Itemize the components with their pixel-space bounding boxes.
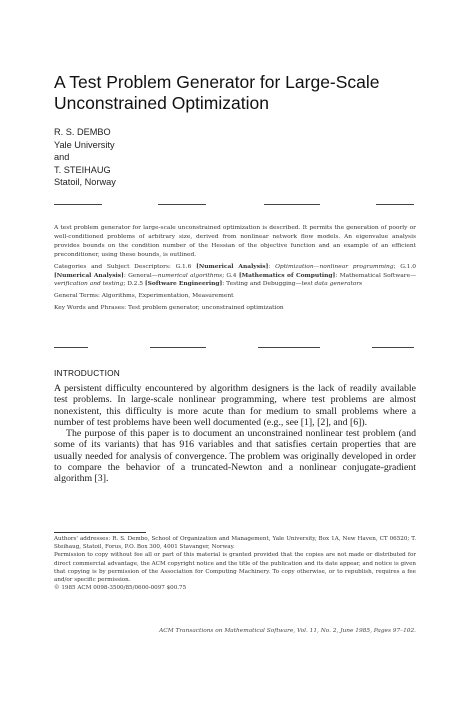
categories-fragment: ; D.2.5 xyxy=(123,281,145,288)
paper-title: A Test Problem Generator for Large-Scale Unconstrained Optimization xyxy=(54,72,380,113)
body-paragraph: The purpose of this paper is to document an unconstrained nonlinear test problem (and some of its variants) that has 916 variables and that satisfies certain properties that are usually needed for analysis of convergence. The problem was originally developed in order to compare the behavior of a truncated-Newton and a nonlinear conjugate-gradient algorithm [3]. xyxy=(54,428,416,485)
abstract-top-rule xyxy=(54,204,414,206)
categories-fragment: : Testing and Debugging— xyxy=(222,281,302,288)
categories-fragment: [Software Engineering] xyxy=(144,280,223,288)
permission-notice: Permission to copy without fee all or part of this material is granted provided that the copies are not made or distributed for direct commercial advantage, the ACM copyright notice and the title of the publication and its date appear, and notice is given that copying is by permission of the Association for Computing Machinery. To copy otherwise, or to republish, requires a fee and/or specific permission. xyxy=(54,552,416,584)
author-name: R. S. DEMBO xyxy=(54,127,111,137)
categories-descriptors xyxy=(54,263,416,290)
footnote-block xyxy=(54,535,416,592)
categories-fragment: Optimization—nonlinear programming xyxy=(275,263,394,270)
categories-fragment: [Mathematics of Computing] xyxy=(238,271,336,279)
categories-label: Categories and Subject Descriptors: xyxy=(54,263,171,270)
categories-fragment: verification and testing xyxy=(54,281,124,288)
abstract-bottom-rule xyxy=(54,347,414,349)
categories-fragment: test data generators xyxy=(301,281,363,288)
body-text xyxy=(54,383,416,485)
categories-fragment: numerical algorithms xyxy=(157,272,223,279)
categories-fragment: G.1.6 xyxy=(175,263,197,270)
author-affiliation: Yale University xyxy=(54,139,115,150)
abstract-block xyxy=(54,224,416,316)
categories-fragment: [Numerical Analysis] xyxy=(196,262,269,270)
author-conjunction: and xyxy=(54,152,70,163)
body-paragraph: A persistent difficulty encountered by algorithm designers is the lack of readily available test problems. In large-scale nonlinear programming, where test problems are almost nonexistent, this difficulty is more acute than for medium to small problems where a number of test problems have been well documented (e.g., see [1], [2], and [6]). xyxy=(54,383,416,428)
running-footer: ACM Transactions on Mathematical Software, Vol. 11, No. 2, June 1985, Pages 97–102. xyxy=(159,628,416,634)
copyright-line: © 1985 ACM 0098-3500/85/0600-0097 $00.75 xyxy=(54,585,187,592)
author-name: T. STEIHAUG xyxy=(54,164,111,175)
categories-fragment: : xyxy=(268,263,276,270)
categories-fragment: ; G.1.0 xyxy=(393,263,417,270)
author-addresses: Authors' addresses: R. S. Dembo, School of Organization and Management, Yale University, Box 1A, New Haven, CT 06520; T. Steihaug, Statoil, Forus, P.O. Box 300, 4001 Stavanger, Norway. xyxy=(54,536,416,551)
footnote-rule xyxy=(54,532,146,533)
section-heading: INTRODUCTION xyxy=(54,368,121,378)
categories-fragment: ; G.4 xyxy=(222,272,239,279)
general-terms: General Terms: Algorithms, Experimentation, Measurement xyxy=(54,293,234,300)
author-affiliation: Statoil, Norway xyxy=(54,177,116,188)
abstract-summary: A test problem generator for large-scale unconstrained optimization is described. It permits the generation of poorly or well-conditioned problems of arbitrary size, derived from nonlinear network flow models. An eigenvalue analysis provides bounds on the condition number of the Hessian of the objective function and an example of an efficient preconditioner, using these bounds, is outlined. xyxy=(54,225,416,258)
categories-fragment: : Mathematical Software— xyxy=(335,272,416,279)
author-block xyxy=(54,126,116,189)
keywords: Key Words and Phrases: Test problem generator, unconstrained optimization xyxy=(54,305,284,312)
categories-fragment: : General— xyxy=(123,272,158,279)
categories-fragment: [Numerical Analysis] xyxy=(54,271,124,279)
